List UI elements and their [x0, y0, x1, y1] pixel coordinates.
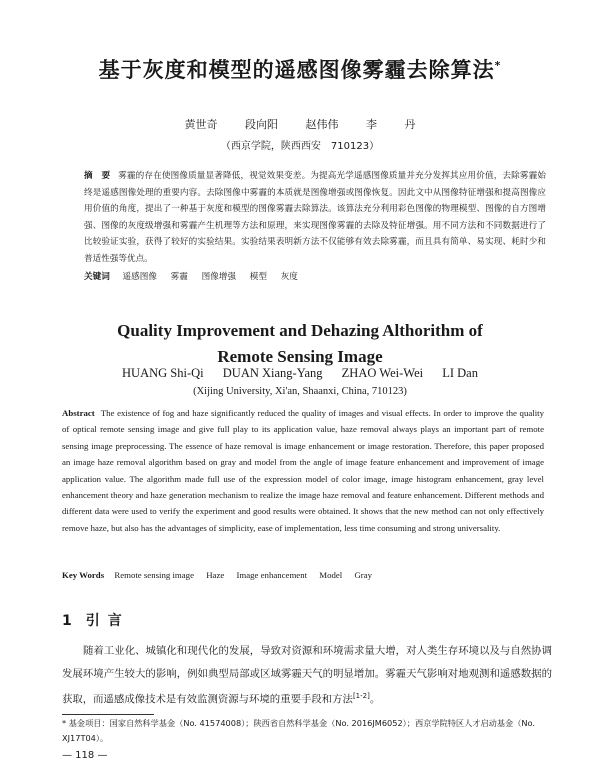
chinese-authors	[0, 116, 600, 132]
author-en-1: HUANG Shi-Qi	[122, 366, 204, 380]
section-heading	[62, 610, 130, 630]
keyword-zh: 遥感图像	[122, 272, 157, 282]
funding-footnote: * 基金项目：国家自然科学基金（No. 41574008）；陕西省自然科学基金（No. 2016JM6052）；西京学院特区人才启动基金（No. XJ17T04）。	[62, 718, 535, 743]
section-title: 引言	[85, 613, 130, 629]
author-en-2: DUAN Xiang-Yang	[222, 366, 323, 380]
chinese-keywords	[84, 270, 546, 282]
footnote-rule	[62, 714, 154, 715]
english-abstract	[62, 405, 544, 536]
author-en-3: ZHAO Wei-Wei	[341, 366, 424, 380]
keyword-en: Haze	[206, 570, 225, 580]
english-keywords	[62, 570, 544, 580]
chinese-affiliation: （西京学院，陕西西安 710123）	[220, 141, 380, 152]
keyword-en: Remote sensing image	[114, 570, 194, 580]
english-abstract-text: The existence of fog and haze significantly reduced the quality of images and visual effects. In order to improve the quality of optical remote sensing image and give full play to its application value, haze removal always plays an important part of remote sensing image preprocessing. The essence of haze removal is image enhancement or image restoration. Therefore, this paper proposed an image haze removal algorithm based on gray and model from the angle of image feature enhancement and improvement of image application value. The algorithm made full use of the expression model of color image, image histogram enhancement, gray level enhancement theory and haze generation mechanism to realize the image haze removal and feature enhancement. Different methods and different data were used to verify the experiment and good results were obtained. It shows that the new method can not only effectively remove haze, but also has the advantages of simplicity, ease of implementation, less time consuming and strong universality.	[62, 408, 544, 533]
english-title-line-2: Remote Sensing Image	[217, 347, 383, 366]
body-paragraph-text: 随着工业化、城镇化和现代化的发展，导致对资源和环境需求量大增，对人类生存环境以及与自然协调发展环境产生较大的影响，例如典型局部或区域雾霾天气的明显增加。雾霾天气影响对地观测和遥感数据的获取，而遥感成像技术是有效监测资源与环境的重要手段和方法	[62, 645, 552, 706]
page-number: — 118 —	[62, 750, 108, 761]
chinese-abstract-text: 雾霾的存在使图像质量显著降低，视觉效果变差。为提高光学遥感图像质量并充分发挥其应用价值，去除雾霾始终是遥感图像处理的重要内容。去除图像中雾霾的本质就是图像增强或图像恢复。因此文中从图像特征增强和提高图像应用价值的角度，提出了一种基于灰度和模型的图像雾霾去除算法。该算法充分利用彩色图像的物理模型、图像的自方图增强、图像的灰度级增强和雾霾产生机理等方法和原理，来实现图像雾霾的去除及特征增强。用不同方法和不同数据进行了比较验证实验，获得了较好的实验结果。实验结果表明新方法不仅能够有效去除雾霾，而且具有简单、易实现、耗时少和普适性强等优点。	[84, 171, 546, 264]
keyword-en: Image enhancement	[236, 570, 308, 580]
keyword-zh: 图像增强	[201, 272, 236, 282]
citation-ref: [1-2]	[352, 692, 370, 701]
title-footnote-mark: *	[494, 59, 502, 72]
english-keywords-label: Key Words	[62, 570, 105, 580]
english-affiliation: (Xijing University, Xi'an, Shaanxi, China, 710123)	[193, 386, 407, 397]
author-zh-1: 黄世奇	[184, 118, 218, 131]
keyword-zh: 灰度	[280, 272, 298, 282]
author-en-4: LI Dan	[442, 366, 478, 380]
author-zh-4-given: 丹	[404, 118, 416, 131]
chinese-keywords-label: 关键词	[84, 272, 110, 282]
keyword-zh: 模型	[249, 272, 267, 282]
keyword-zh: 雾霾	[170, 272, 188, 282]
author-zh-2: 段向阳	[245, 118, 278, 131]
chinese-abstract	[84, 168, 546, 268]
keyword-en: Gray	[354, 570, 373, 580]
section-number: 1	[62, 613, 72, 629]
chinese-title-text: 基于灰度和模型的遥感图像雾霾去除算法	[98, 58, 495, 82]
english-title-line-1: Quality Improvement and Dehazing Althorithm of	[117, 321, 483, 340]
keyword-en: Model	[319, 570, 343, 580]
chinese-title	[0, 54, 600, 84]
body-paragraph-end: 。	[369, 693, 381, 706]
english-abstract-label: Abstract	[62, 408, 95, 418]
english-title	[0, 318, 600, 370]
chinese-abstract-label: 摘 要	[84, 171, 111, 181]
english-authors	[0, 366, 600, 381]
author-zh-3: 赵伟伟	[305, 118, 339, 131]
author-zh-4-surname: 李	[366, 118, 377, 131]
body-paragraph	[62, 640, 552, 711]
